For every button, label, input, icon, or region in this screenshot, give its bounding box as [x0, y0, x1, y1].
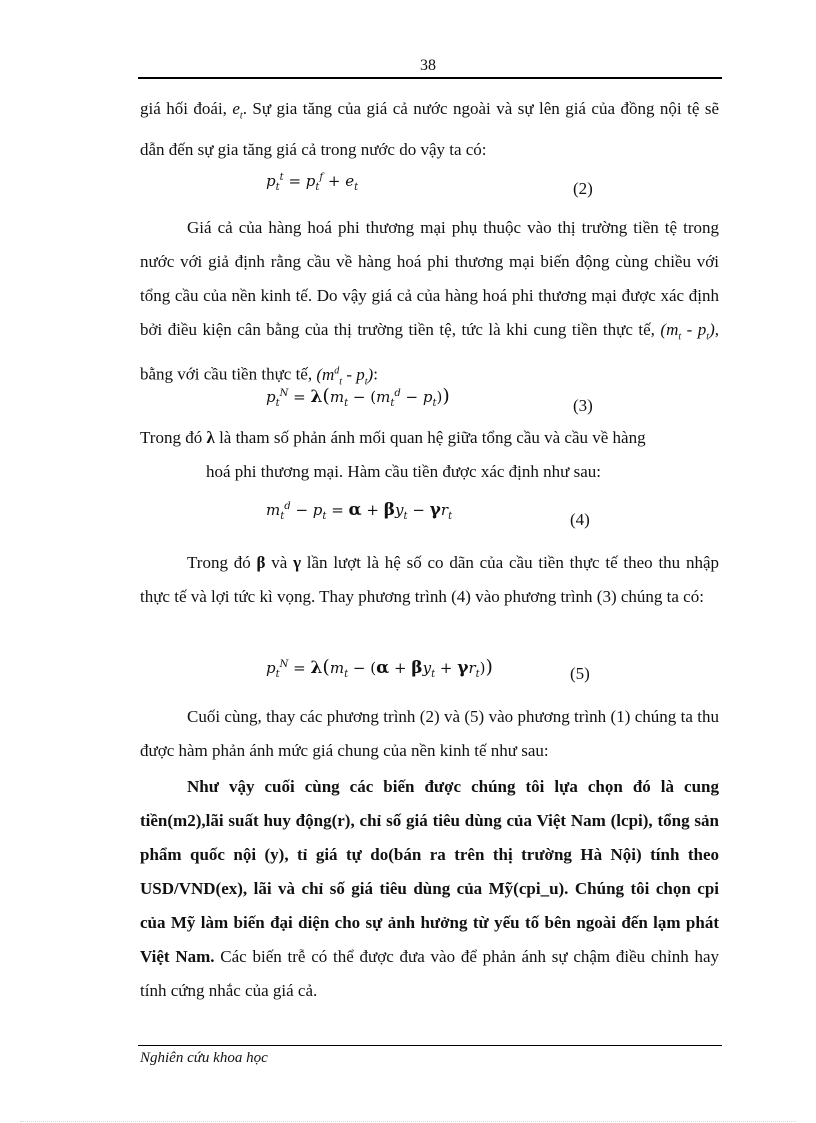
paragraph-substitution: Cuối cùng, thay các phương trình (2) và (5) vào phương trình (1) chúng ta thu được hàm phản ánh mức giá chung của nền kinh tế như sau: [140, 707, 719, 760]
footer-text: Nghiên cứu khoa học [140, 1050, 268, 1066]
paragraph-elasticities: Trong đó β và γ lần lượt là hệ số co dãn của cầu tiền thực tế theo thu nhập thực tế và lợi tức kì vọng. Thay phương trình (4) vào phương trình (3) chúng ta có: [140, 553, 719, 606]
paragraph-lambda-line2: hoá phi thương mại. Hàm cầu tiền được xác định như sau: [206, 462, 601, 481]
equation-number-4: (4) [570, 510, 590, 529]
equation-number-3: (3) [573, 396, 593, 415]
page-edge-divider [20, 1121, 796, 1122]
paragraph-exchange-rate: giá hối đoái, $e_t$. Sự gia tăng của giá cả nước ngoài và sự lên giá của đồng nội tệ sẽ dẫn đến sự gia tăng giá cả trong nước do vậy ta có: [140, 99, 719, 160]
page-number: 38 [420, 57, 436, 74]
header-rule [138, 77, 722, 79]
equation-3: $p_t^N = \lambda(m_t - (m_t^d - p_t))$ [266, 385, 450, 409]
footer-rule [138, 1045, 722, 1046]
equation-2: $p_t^t = p_t^f + e_t$ [266, 172, 359, 193]
equation-4: $m_t^d - p_t = \alpha + \beta y_t - \gamma r_t$ [266, 500, 453, 522]
equation-number-2: (2) [573, 179, 593, 198]
paragraph-nontradable-prices: Giá cả của hàng hoá phi thương mại phụ thuộc vào thị trường tiền tệ trong nước với giả định rằng cầu về hàng hoá phi thương mại biến động cùng chiều với tổng cầu của nền kinh tế. Do vậy giá cả của hàng hoá phi thương mại được xác định bởi điều kiện cân bằng của thị trường tiền tệ, tức là khi cung tiền thực tế, $(m_t - p_t)$, bằng với cầu tiền thực tế, $(m^d_t - p_t)$: [140, 218, 719, 388]
equation-number-5: (5) [570, 664, 590, 683]
equation-5: $p_t^N = \lambda(m_t - (\alpha + \beta y_t + \gamma r_t))$ [266, 656, 493, 680]
paragraph-lambda-line1: Trong đó λ là tham số phản ánh mối quan hệ giữa tổng cầu và cầu về hàng [140, 428, 646, 447]
paragraph-variables: Như vậy cuối cùng các biến được chúng tôi lựa chọn đó là cung tiền(m2),lãi suất huy động(r), chỉ số giá tiêu dùng của Việt Nam (lcpi), tổng sản phẩm quốc nội (y), tỉ giá tự do(bán ra trên thị trường Hà Nội) tính theo USD/VND(ex), lãi và chỉ số giá tiêu dùng của Mỹ(cpi_u). Chúng tôi chọn cpi của Mỹ làm biến đại diện cho sự ảnh hưởng từ yếu tố bên ngoài đến lạm phát Việt Nam. Các biến trễ có thể được đưa vào để phản ánh sự chậm điều chỉnh hay tính cứng nhắc của giá cả. [140, 777, 720, 1000]
